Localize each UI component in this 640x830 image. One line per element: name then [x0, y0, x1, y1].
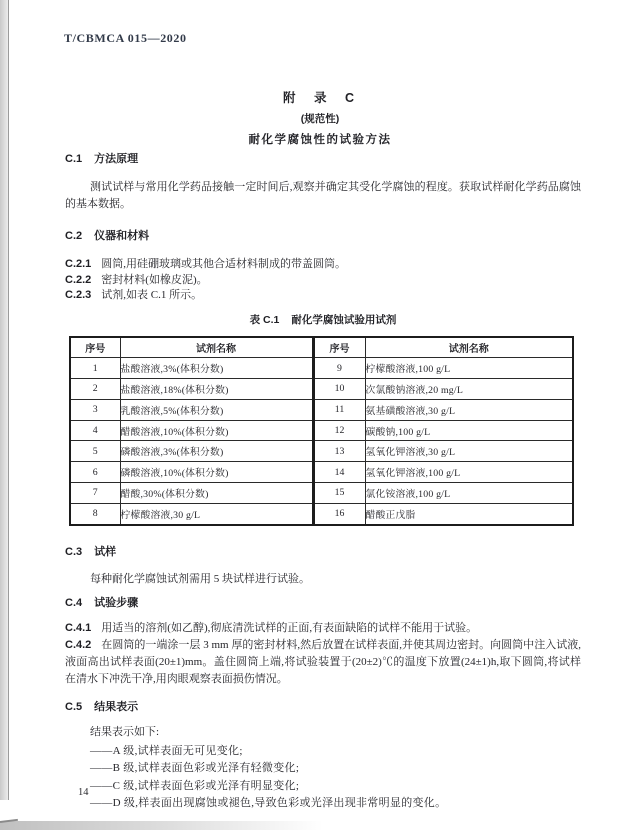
reagent-no-cell: 14	[313, 462, 365, 483]
reagent-no-cell: 7	[70, 483, 120, 504]
reagent-no-cell: 10	[313, 379, 365, 400]
paragraph-c3: 每种耐化学腐蚀试剂需用 5 块试样进行试验。	[90, 572, 310, 585]
reagent-name-cell: 氢氧化钾溶液,30 g/L	[365, 441, 573, 462]
reagent-name-cell: 乳酸溶液,5%(体积分数)	[120, 399, 313, 420]
reagent-no-cell: 8	[70, 503, 120, 524]
clause-c4-2	[65, 637, 581, 688]
reagent-name-cell: 次氯酸钠溶液,20 mg/L	[365, 379, 573, 400]
clause-number: C.2.2	[65, 273, 92, 286]
section-heading-c1	[65, 150, 581, 166]
reagent-name-cell: 柠檬酸溶液,100 g/L	[365, 358, 573, 379]
table-row	[70, 462, 573, 483]
reagent-no-cell: 12	[313, 420, 365, 441]
appendix-normative-label: (规范性)	[300, 113, 340, 125]
clause-c2-3	[65, 288, 581, 304]
section-heading-c3	[65, 543, 581, 559]
column-header-no-left: 序号	[70, 337, 120, 358]
clause-number: C.4.1	[65, 622, 92, 635]
section-title: 试验步骤	[94, 597, 139, 610]
reagent-no-cell: 15	[313, 483, 365, 504]
section-title: 试样	[94, 545, 117, 558]
reagent-name-cell: 柠檬酸溶液,30 g/L	[120, 503, 313, 524]
section-number: C.5	[65, 701, 83, 714]
section-heading-c5	[65, 698, 581, 714]
clause-text: 密封材料(如橡皮泥)。	[101, 273, 208, 286]
reagent-no-cell: 16	[313, 503, 365, 524]
table-caption-title: 耐化学腐蚀试验用试剂	[291, 313, 397, 326]
reagent-name-cell: 盐酸溶液,18%(体积分数)	[120, 379, 313, 400]
reagent-table	[69, 336, 574, 526]
table-row	[70, 379, 573, 400]
reagent-no-cell: 2	[70, 379, 120, 400]
reagent-no-cell: 5	[70, 441, 120, 462]
reagent-name-cell: 碳酸钠,100 g/L	[365, 420, 573, 441]
column-header-no-right: 序号	[313, 337, 365, 358]
table-caption-label: 表 C.1	[249, 313, 280, 326]
section-number: C.4	[65, 597, 83, 610]
result-grade-a: ——A 级,试样表面无可见变化;	[90, 744, 243, 757]
clause-c4-1	[65, 620, 581, 636]
reagent-no-cell: 4	[70, 420, 120, 441]
document-body	[65, 150, 581, 813]
table-row	[70, 420, 573, 441]
results-intro: 结果表示如下:	[90, 726, 160, 739]
section-number: C.3	[65, 545, 83, 558]
table-row	[70, 399, 573, 420]
reagent-name-cell: 磷酸溶液,3%(体积分数)	[120, 441, 313, 462]
section-heading-c4	[65, 594, 581, 610]
section-title: 结果表示	[94, 701, 139, 714]
reagent-no-cell: 6	[70, 462, 120, 483]
clause-number: C.2.3	[65, 289, 92, 301]
section-number: C.1	[65, 153, 83, 165]
result-grade-c: ——C 级,试样表面色彩或光泽有明显变化;	[90, 779, 300, 792]
table-caption	[65, 312, 581, 327]
section-number: C.2	[65, 230, 83, 242]
table-row	[70, 441, 573, 462]
clause-number: C.2.1	[65, 258, 92, 270]
reagent-name-cell: 醋酸,30%(体积分数)	[120, 483, 313, 504]
reagent-name-cell: 盐酸溶液,3%(体积分数)	[120, 358, 313, 379]
clause-text: 试剂,如表 C.1 所示。	[101, 289, 203, 301]
clause-text: 圆筒,用硅硼玻璃或其他合适材料制成的带盖圆筒。	[101, 258, 347, 270]
table-row	[70, 503, 573, 524]
table-row	[70, 358, 573, 379]
reagent-no-cell: 13	[313, 441, 365, 462]
scan-edge-bottom	[0, 821, 380, 830]
table-row	[70, 483, 573, 504]
standard-code: T/CBMCA 015—2020	[64, 31, 187, 45]
reagent-name-cell: 氯化铵溶液,100 g/L	[365, 483, 573, 504]
column-header-name-left: 试剂名称	[120, 337, 313, 358]
clause-text: 用适当的溶剂(如乙醇),彻底清洗试样的正面,有表面缺陷的试样不能用于试验。	[101, 622, 478, 635]
column-header-name-right: 试剂名称	[365, 337, 573, 358]
table-header-row	[70, 337, 573, 358]
reagent-name-cell: 醋酸溶液,10%(体积分数)	[120, 420, 313, 441]
section-heading-c2	[65, 227, 581, 243]
appendix-title-block	[0, 88, 640, 147]
reagent-name-cell: 氢氧化钾溶液,100 g/L	[365, 462, 573, 483]
reagent-no-cell: 1	[70, 358, 120, 379]
clause-number: C.4.2	[65, 639, 92, 652]
page-number: 14	[78, 787, 89, 798]
clause-c2-1	[65, 257, 581, 273]
appendix-title: 附 录 C	[283, 91, 357, 105]
section-title: 仪器和材料	[94, 230, 150, 242]
reagent-name-cell: 氨基磺酸溶液,30 g/L	[365, 399, 573, 420]
appendix-subtitle: 耐化学腐蚀性的试验方法	[248, 134, 392, 146]
reagent-no-cell: 9	[313, 358, 365, 379]
result-grade-d: ——D 级,样表面出现腐蚀或褪色,导致色彩或光泽出现非常明显的变化。	[90, 797, 447, 810]
results-list	[65, 743, 581, 813]
reagent-no-cell: 11	[313, 399, 365, 420]
result-grade-b: ——B 级,试样表面色彩或光泽有轻微变化;	[90, 762, 300, 775]
reagent-no-cell: 3	[70, 399, 120, 420]
paragraph-c1: 测试试样与常用化学药品接触一定时间后,观察并确定其受化学腐蚀的程度。获取试样耐化学药品腐蚀的基本数据。	[65, 181, 581, 210]
reagent-name-cell: 磷酸溶液,10%(体积分数)	[120, 462, 313, 483]
clause-list-c2	[65, 257, 581, 304]
section-title: 方法原理	[94, 153, 139, 165]
clause-text: 在圆筒的一端涂一层 3 mm 厚的密封材料,然后放置在试样表面,并使其周边密封。向圆筒中注入试液,液面高出试样表面(20±1)mm。盖住圆筒上端,将试验装置于(20±2)℃的温度下放置(24±1)h,取下圆筒,将试样在清水下冲洗干净,用肉眼观察表面损伤情况。	[65, 639, 581, 686]
clause-c2-2	[65, 273, 581, 289]
reagent-name-cell: 醋酸正戊脂	[365, 503, 573, 524]
